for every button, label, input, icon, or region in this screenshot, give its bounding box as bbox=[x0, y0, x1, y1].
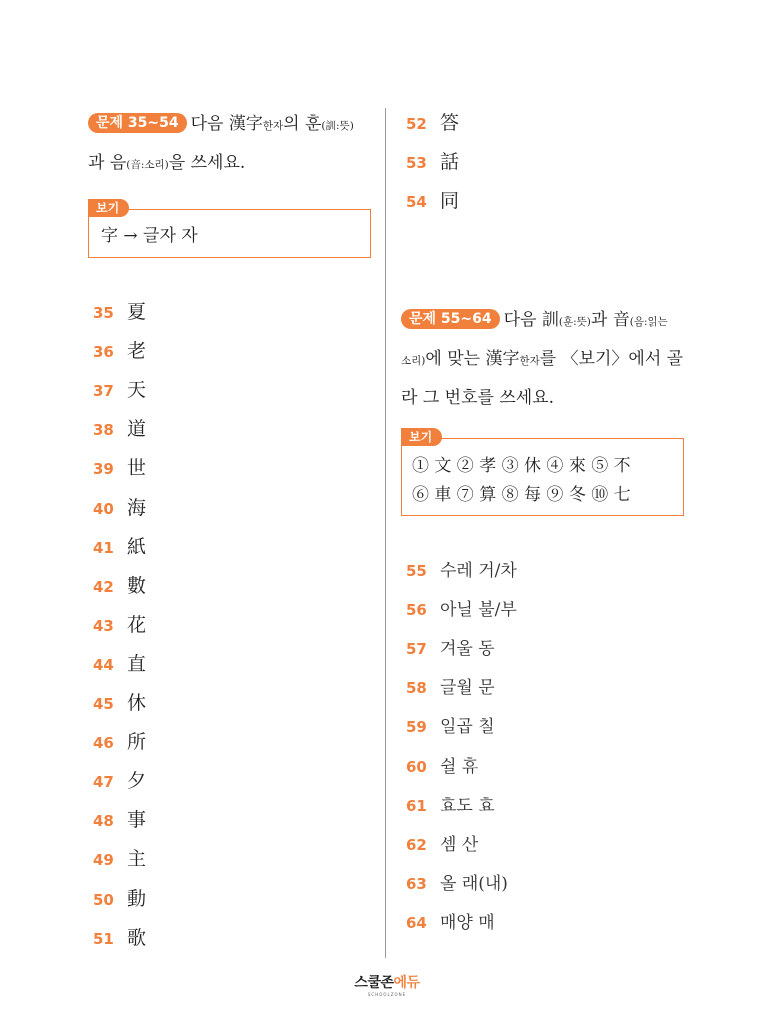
question-item bbox=[93, 339, 146, 363]
question-text: 紙 bbox=[127, 535, 147, 558]
question-item bbox=[93, 808, 146, 832]
question-number: 60 bbox=[406, 757, 427, 776]
choices-line-2: ⑥ 車 ⑦ 算 ⑧ 每 ⑨ 冬 ⑩ 七 bbox=[412, 485, 631, 505]
question-text: 夏 bbox=[127, 301, 147, 323]
choices-line-1: ① 文 ② 孝 ③ 休 ④ 來 ⑤ 不 bbox=[412, 456, 631, 476]
question-item bbox=[93, 730, 146, 754]
question-number: 53 bbox=[406, 154, 427, 172]
question-item bbox=[93, 769, 146, 793]
question-text: 글월 문 bbox=[440, 678, 495, 699]
question-item bbox=[93, 496, 146, 520]
question-item bbox=[406, 715, 495, 739]
question-number: 47 bbox=[93, 773, 114, 792]
example-text: 字 → 글자 자 bbox=[101, 226, 198, 246]
question-number: 39 bbox=[93, 460, 114, 479]
question-item bbox=[406, 150, 459, 174]
question-item bbox=[93, 378, 146, 402]
question-text: 아닐 불/부 bbox=[440, 600, 517, 621]
example-tab: 보기 bbox=[88, 199, 129, 217]
question-number: 50 bbox=[93, 890, 114, 909]
question-text: 일곱 칠 bbox=[440, 717, 495, 738]
question-item bbox=[406, 911, 495, 935]
question-number: 48 bbox=[93, 812, 114, 831]
question-item bbox=[406, 676, 495, 700]
question-number: 55 bbox=[406, 562, 427, 580]
question-number: 64 bbox=[406, 913, 427, 932]
question-text: 休 bbox=[127, 692, 147, 714]
question-number: 44 bbox=[93, 655, 114, 674]
question-number: 59 bbox=[406, 718, 427, 737]
question-text: 數 bbox=[127, 574, 147, 597]
question-text: 수레 거/차 bbox=[440, 561, 517, 581]
question-text: 事 bbox=[127, 809, 147, 832]
question-item bbox=[406, 111, 459, 135]
question-item bbox=[93, 926, 146, 950]
question-number: 40 bbox=[93, 499, 114, 518]
instruction-55-64: 문제 55~64 다음 訓(훈:뜻)과 音(음:읽는 소리)에 맞는 漢字한자를 〈보기〉에서 골 라 그 번호를 쓰세요. bbox=[401, 310, 684, 408]
question-text: 老 bbox=[127, 340, 147, 363]
example-box bbox=[88, 201, 371, 258]
question-text: 主 bbox=[127, 848, 147, 871]
question-number: 38 bbox=[93, 421, 114, 440]
question-item bbox=[406, 833, 478, 857]
question-number: 56 bbox=[406, 601, 427, 620]
question-item bbox=[406, 559, 517, 583]
question-item bbox=[406, 637, 495, 661]
question-text: 答 bbox=[440, 112, 460, 134]
question-number: 62 bbox=[406, 835, 427, 854]
question-number: 36 bbox=[93, 343, 114, 362]
question-number: 42 bbox=[93, 577, 114, 596]
question-text: 쉴 휴 bbox=[440, 756, 479, 777]
question-text: 겨울 동 bbox=[440, 639, 495, 660]
question-text: 同 bbox=[440, 190, 460, 212]
example-tab: 보기 bbox=[401, 428, 442, 446]
question-item bbox=[93, 887, 146, 911]
question-item bbox=[406, 872, 508, 896]
question-number: 46 bbox=[93, 734, 114, 753]
question-range-badge: 문제 55~64 bbox=[401, 309, 500, 329]
question-item bbox=[93, 456, 146, 480]
question-item bbox=[93, 535, 146, 559]
instruction-35-54: 문제 35~54 다음 漢字한자의 훈(訓:뜻) 과 음(音:소리)을 쓰세요. bbox=[88, 114, 354, 173]
question-number: 58 bbox=[406, 679, 427, 698]
question-text: 올 래(내) bbox=[440, 873, 508, 894]
question-number: 37 bbox=[93, 382, 114, 401]
question-item bbox=[406, 755, 478, 779]
column-divider bbox=[385, 108, 386, 958]
question-item bbox=[93, 652, 146, 676]
question-range-badge: 문제 35~54 bbox=[88, 113, 187, 133]
question-item bbox=[93, 613, 146, 637]
question-text: 所 bbox=[127, 731, 147, 754]
question-item bbox=[406, 189, 459, 213]
question-number: 45 bbox=[93, 695, 114, 713]
question-text: 天 bbox=[127, 379, 147, 402]
question-text: 話 bbox=[440, 151, 460, 173]
question-item bbox=[93, 574, 146, 598]
question-number: 57 bbox=[406, 640, 427, 659]
question-item bbox=[406, 794, 495, 818]
question-text: 直 bbox=[127, 652, 147, 675]
question-number: 54 bbox=[406, 193, 427, 211]
question-item bbox=[93, 417, 146, 441]
question-number: 52 bbox=[406, 115, 427, 133]
question-text: 世 bbox=[127, 457, 147, 480]
publisher-logo: 스쿨존에듀 SCHOOLZONE bbox=[354, 975, 420, 997]
question-number: 35 bbox=[93, 304, 114, 322]
question-item bbox=[93, 300, 146, 324]
choices-box bbox=[401, 430, 684, 516]
question-text: 셈 산 bbox=[440, 834, 479, 855]
question-number: 41 bbox=[93, 538, 114, 557]
question-number: 61 bbox=[406, 796, 427, 815]
question-text: 매양 매 bbox=[440, 912, 495, 933]
question-text: 효도 효 bbox=[440, 795, 495, 816]
question-item bbox=[406, 598, 517, 622]
question-text: 夕 bbox=[127, 770, 147, 793]
question-text: 道 bbox=[127, 418, 147, 441]
question-text: 動 bbox=[127, 887, 147, 910]
question-text: 歌 bbox=[127, 926, 147, 949]
question-number: 51 bbox=[93, 929, 114, 948]
question-text: 海 bbox=[127, 496, 147, 519]
question-number: 43 bbox=[93, 616, 114, 635]
question-item bbox=[93, 691, 146, 715]
question-item bbox=[93, 847, 146, 871]
question-text: 花 bbox=[127, 613, 147, 636]
question-number: 63 bbox=[406, 874, 427, 893]
question-number: 49 bbox=[93, 851, 114, 870]
